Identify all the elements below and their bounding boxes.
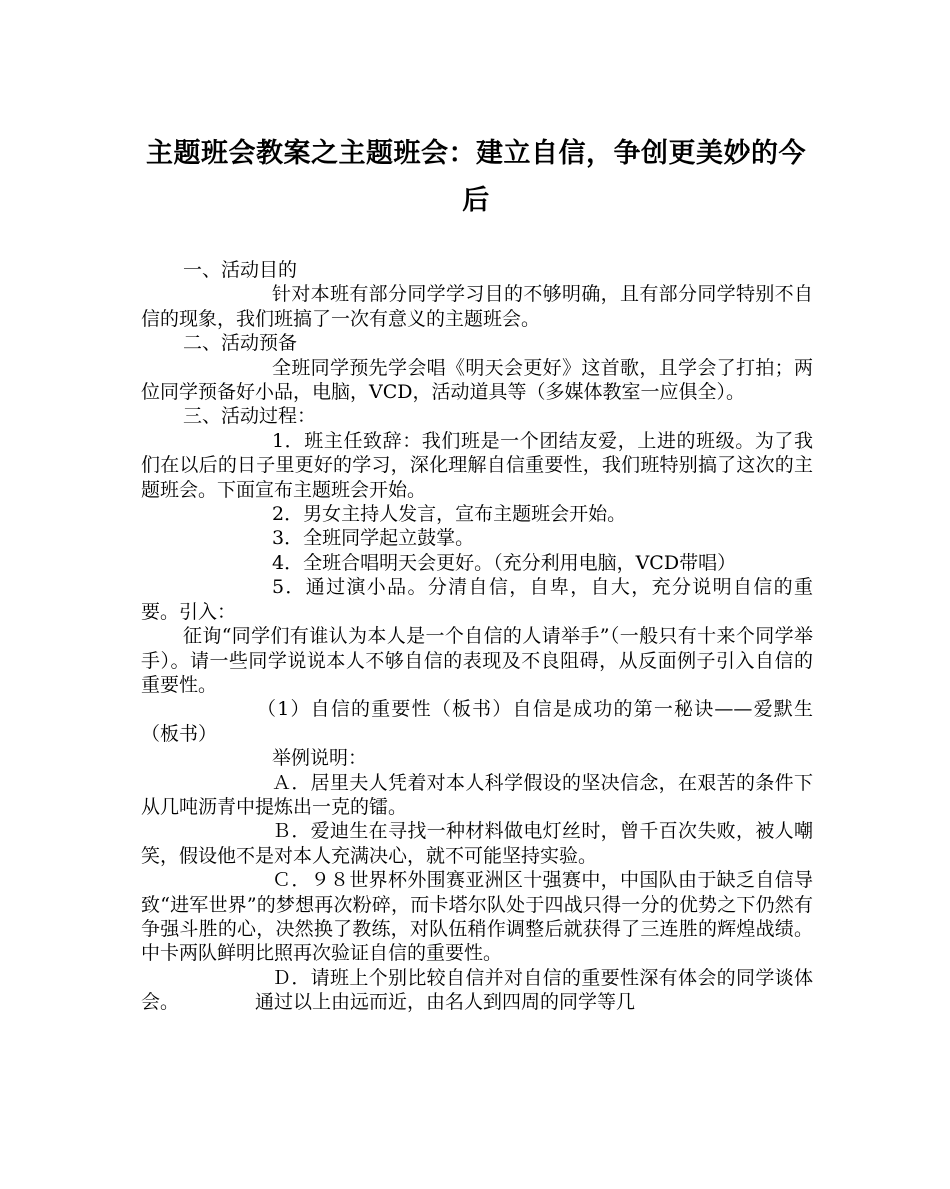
- paragraph: （1）自信的重要性（板书）自信是成功的第一秘诀——爱默生（板书）: [141, 698, 813, 745]
- example-item: Ｃ．９８世界杯外围赛亚洲区十强赛中，中国队由于缺乏自信导致“进军世界”的梦想再次粉碎，而卡塔尔队处于四战只得一分的优势之下仍然有争强斗胜的心，决然换了教练，对队伍稍作调整后就获得了三连胜的辉煌战绩。中卡两队鲜明比照再次验证自信的重要性。: [141, 869, 813, 965]
- example-item: [141, 966, 813, 1015]
- paragraph: 征询“同学们有谁认为本人是一个自信的人请举手”（一般只有十来个同学举手）。请一些同学说说本人不够自信的表现及不良阻碍，从反面例子引入自信的重要性。: [141, 625, 813, 696]
- section-heading: 三、活动过程：: [183, 405, 317, 428]
- section-heading: 一、活动目的: [183, 259, 298, 281]
- example-item: Ｂ．爱迪生在寻找一种材料做电灯丝时，曾千百次失败，被人嘲笑，假设他不是对本人充满决心，就不可能坚持实验。: [141, 820, 813, 867]
- title-line-1: 主题班会教案之主题班会：建立自信，争创更美妙的今: [146, 138, 806, 169]
- document-body: [141, 258, 813, 1015]
- paragraph: 全班同学预先学会唱《明天会更好》这首歌，且学会了打拍；两位同学预备好小品，电脑，VCD，活动道具等（多媒体教室一应俱全）。: [141, 356, 813, 404]
- list-item: 4．全班合唱明天会更好。（充分利用电脑，VCD带唱）: [272, 551, 737, 574]
- example-d-text: Ｄ．请班上个别比较自信并对自信的重要性深有体会的同学谈体会。: [141, 966, 813, 1014]
- paragraph: 举例说明：: [272, 747, 368, 770]
- document-title: [140, 130, 812, 224]
- list-item: 1．班主任致辞：我们班是一个团结友爱，上进的班级。为了我们在以后的日子里更好的学习，深化理解自信重要性，我们班特别搞了这次的主题班会。下面宣布主题班会开始。: [141, 429, 813, 501]
- title-line-2: 后: [462, 185, 490, 216]
- paragraph: 针对本班有部分同学学习目的不够明确，且有部分同学特别不自信的现象，我们班搞了一次有意义的主题班会。: [141, 283, 813, 330]
- example-item: Ａ．居里夫人凭着对本人科学假设的坚决信念，在艰苦的条件下从几吨沥青中提炼出一克的镭。: [141, 771, 813, 818]
- list-item: 2．男女主持人发言，宣布主题班会开始。: [272, 503, 627, 526]
- section-heading: 二、活动预备: [183, 332, 298, 355]
- closing-paragraph: 通过以上由远而近，由名人到四周的同学等几: [255, 991, 636, 1014]
- list-item: 3．全班同学起立鼓掌。: [272, 527, 475, 550]
- list-item: 5．通过演小品。分清自信，自卑，自大，充分说明自信的重要。引入：: [141, 576, 813, 623]
